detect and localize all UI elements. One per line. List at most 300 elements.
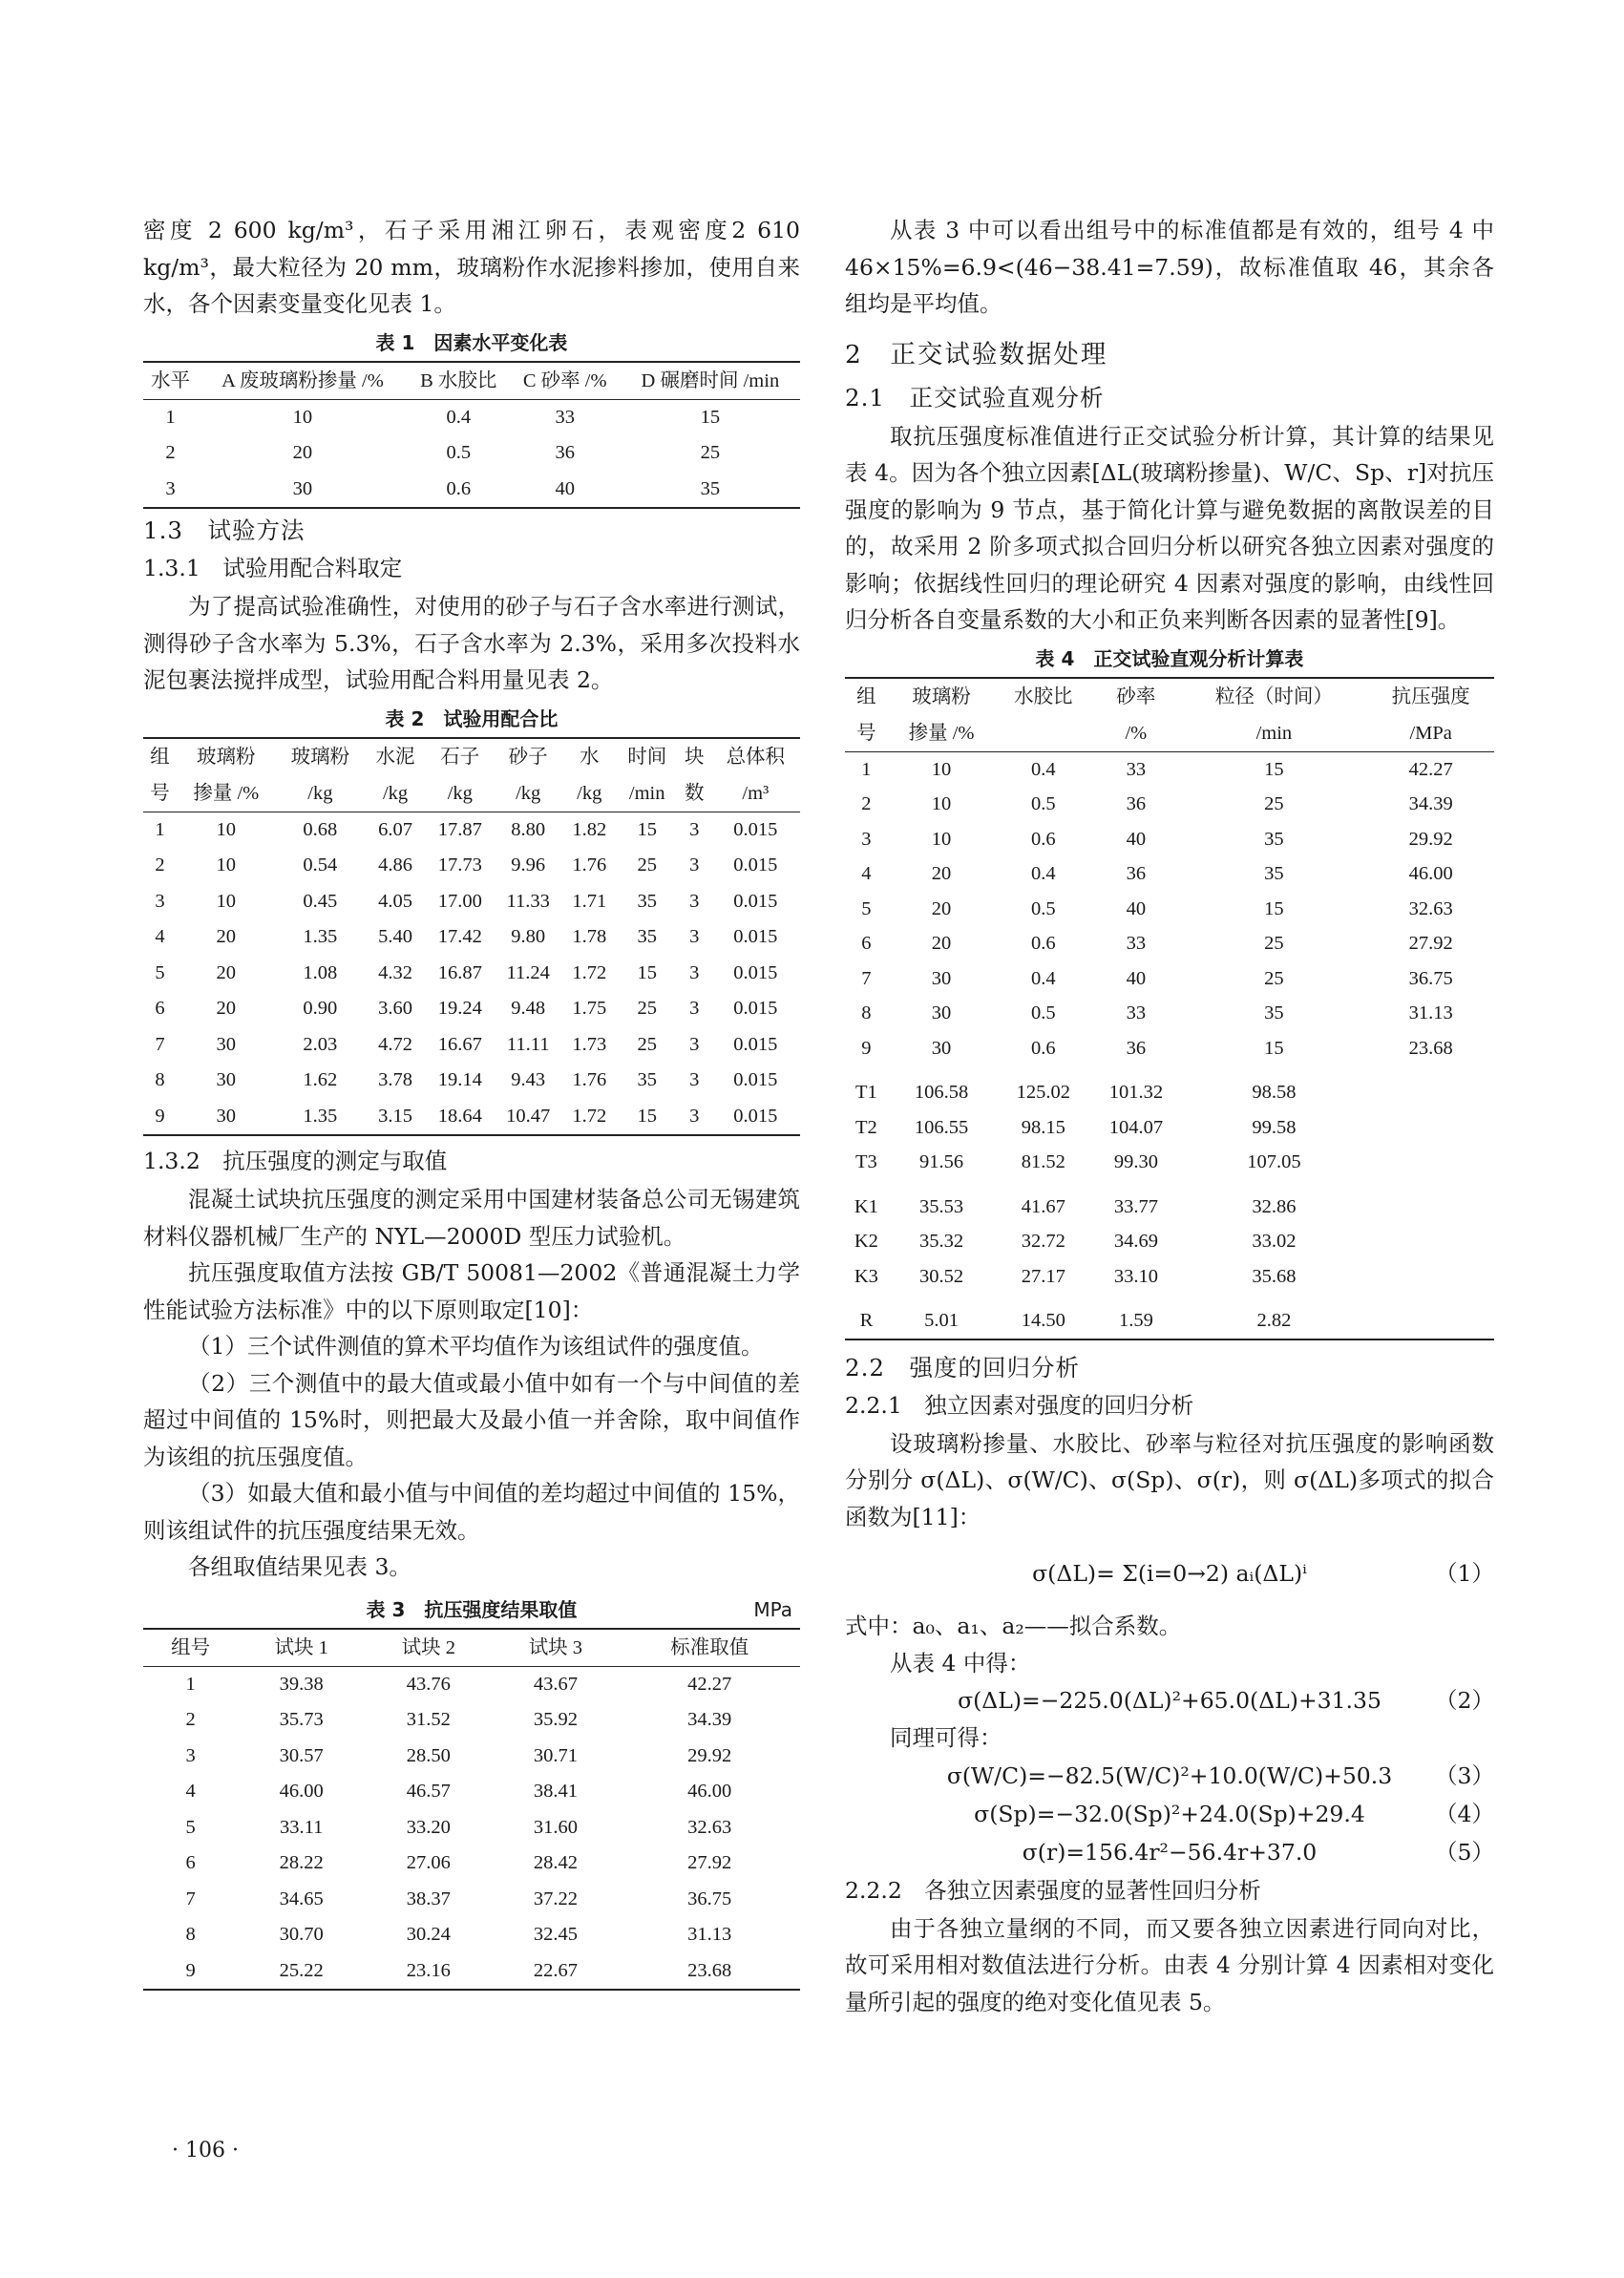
table-cell: 17.73 [437,854,482,875]
table-cell: 101.32 [1108,1082,1164,1103]
table-cell: 0.5 [1030,897,1056,919]
table-cell: R [845,1294,888,1339]
table-cell: 14.50 [995,1294,1091,1339]
equation-number: （3） [1435,1761,1494,1789]
table-cell: 99.58 [1252,1116,1297,1138]
table-cell: 1.08 [303,961,338,983]
left-column [143,212,800,1991]
table-cell: 3.78 [378,1069,412,1090]
table-header-cell: 块 [678,738,711,775]
table-header-cell: 水平 [143,362,198,400]
table-cell: 30 [198,472,408,509]
table-header-cell [995,715,1091,752]
table-cell: 36 [1126,1037,1147,1059]
paragraph: 混凝土试块抗压强度的测定采用中国建材装备总公司无锡建筑材料仪器机械厂生产的 NYL—2000D 型压力试验机。 [143,1186,800,1250]
equation-number: （5） [1435,1838,1494,1866]
table-cell: 27.92 [687,1852,732,1873]
table-row [845,1145,1494,1180]
table-caption: 表 2 试验用配合比 [385,707,559,730]
table-header-cell: 粒径（时间） [1180,678,1367,715]
table-cell: 10 [931,758,952,780]
table-cell: 0.4 [1030,967,1056,989]
table-header-cell: 号 [143,775,177,812]
paragraph: 从表 4 中得： [890,1649,1031,1677]
table-cell: 2 [861,793,872,814]
table-cell: 0.015 [733,818,778,840]
table-cell: 35.92 [533,1709,578,1730]
table-cell: 36 [1126,793,1147,814]
table-cell: 3.15 [365,1099,426,1136]
table-cell: 3 [689,1069,700,1090]
table-cell: 33 [555,406,575,428]
table-cell: T1 [855,1082,877,1103]
table-cell: 99.30 [1113,1151,1158,1172]
table-header-cell: /kg [562,775,617,812]
table-cell: 32.63 [687,1816,732,1838]
table-header-cell: 数 [678,775,711,812]
table-header-cell: /min [1180,715,1367,752]
table-row [143,956,800,992]
table-header-cell: 号 [845,715,888,752]
table-row [143,1666,800,1702]
table-cell: 33 [1126,933,1147,954]
table-cell: 4.72 [378,1033,412,1055]
table-cell: 30 [931,967,952,989]
table-header-cell: A 废玻璃粉掺量 /% [198,362,408,400]
table-cell: 35 [637,926,657,947]
table-cell: 1.78 [572,926,607,947]
table-cell: 30.71 [533,1744,578,1766]
table-row [143,1846,800,1882]
table-cell: 1 [155,818,165,840]
table-cell: 1.35 [276,1099,365,1136]
table-cell: 28.50 [406,1744,451,1766]
table-cell: 91.56 [918,1151,964,1172]
table-cell: 0.6 [1030,828,1056,850]
table-header-cell: 水泥 [365,738,426,775]
paragraph: （1）三个试件测值的算术平均值作为该组试件的强度值。 [188,1333,764,1360]
table-cell: 0.6 [1030,1037,1056,1059]
table-row [845,1259,1494,1295]
table-cell: 20 [931,863,952,884]
table-cell: K1 [854,1195,878,1217]
table-cell: 1.73 [572,1033,607,1055]
subsection-heading: 2.2.1 独立因素对强度的回归分析 [845,1391,1194,1419]
table-cell: K2 [854,1231,878,1252]
table-cell: 5 [861,897,872,919]
paragraph: 由于各独立量纲的不同，而又要各独立因素进行同向对比，故可采用相对数值法进行分析。由表 4 分别计算 4 因素相对变化量所引起的强度的绝对变化值见表 5。 [845,1914,1494,2015]
table-cell: 0.015 [733,961,778,983]
table-row [143,1702,800,1739]
table-cell: 0.4 [1030,863,1056,884]
equation-4 [845,1795,1494,1833]
table-cell: 1.59 [1091,1294,1180,1339]
table-cell: 30 [216,1069,237,1090]
subsection-heading: 1.3.2 抗压强度的测定与取值 [143,1148,448,1174]
table-cell: 25 [1264,793,1284,814]
table-cell: 41.67 [1021,1195,1065,1217]
table-row [845,1224,1494,1259]
table-row [143,1953,800,1991]
table-cell: 17.00 [437,890,482,912]
table-cell [1367,1224,1494,1259]
equation-number: （2） [1435,1687,1494,1714]
table-cell: 0.68 [303,818,338,840]
table-cell: 11.11 [506,1033,550,1055]
table-cell: 10 [931,793,952,814]
table-row [845,1110,1494,1146]
table-row [143,472,800,509]
table-cell: 8 [185,1924,196,1945]
table-cell: 27.17 [1021,1265,1065,1287]
page-number: · 106 · [172,2139,239,2162]
table-cell: 36.75 [687,1888,732,1909]
table-cell: 31.13 [687,1924,732,1945]
table-cell: 40 [1126,828,1147,850]
section-heading: 2.2 强度的回归分析 [845,1353,1080,1382]
table-cell: 46.00 [687,1781,732,1802]
table-header-cell: 玻璃粉 [177,738,276,775]
table-row [143,1027,800,1064]
table-cell: 31.60 [533,1816,578,1838]
table-cell: 1.76 [572,854,607,875]
table-cell: 35 [637,890,657,912]
table-factor-levels [143,361,800,510]
paragraph: 为了提高试验准确性，对使用的砂子与石子含水率进行测试，测得砂子含水率为 5.3%，石子含水率为 2.3%，采用多次投料水泥包裹法搅拌成型，试验用配合料用量见表 2。 [143,593,800,693]
equation-2 [845,1681,1494,1719]
table-row [845,1065,1494,1110]
table-cell: 4.86 [378,854,412,875]
table-cell: 15 [637,818,657,840]
table-cell: 3 [689,1033,700,1055]
subsection-heading: 1.3.1 试验用配合料取定 [143,555,403,581]
table-cell: 30 [931,1037,952,1059]
table-cell: 34.69 [1113,1231,1158,1252]
table-cell: 0.015 [733,998,778,1019]
paragraph: 抗压强度取值方法按 GB/T 50081—2002《普通混凝土力学性能试验方法标准》中的以下原则取定[10]： [143,1259,800,1323]
right-column [845,212,1494,2020]
table-header-cell: /min [617,775,678,812]
table-cell: 1.72 [562,1099,617,1136]
table-cell: 46.57 [406,1781,451,1802]
table-cell: 106.58 [914,1082,969,1103]
table-cell: 35 [621,472,800,509]
table-cell: 35.68 [1252,1265,1297,1287]
table-cell: 81.52 [1021,1151,1065,1172]
table-cell: 2.82 [1180,1294,1367,1339]
table-cell: 15 [1264,1037,1284,1059]
table-cell: 8 [155,1069,165,1090]
table-cell: 1.72 [572,961,607,983]
table-row [845,1180,1494,1225]
table-cell: 6 [155,998,165,1019]
table-caption-text: 表 3 抗压强度结果取值 [366,1597,578,1621]
table-cell: 0.5 [446,442,472,463]
table-cell: 5.40 [378,926,412,947]
table-cell: 3 [689,961,700,983]
table-cell: 40 [510,472,621,509]
table-cell: 30 [177,1099,276,1136]
table-row [143,1063,800,1099]
table-cell: 0.015 [711,1099,800,1136]
table-cell: 1.76 [572,1069,607,1090]
table-cell: 1.82 [572,818,607,840]
table-cell: 35.53 [918,1195,964,1217]
equation-body: σ(r)=156.4r²−56.4r+37.0 [1022,1838,1318,1866]
table-cell: 29.92 [687,1744,732,1766]
table-cell: 0.6 [1030,933,1056,954]
table-header-cell: 掺量 /% [177,775,276,812]
table-row [845,1031,1494,1066]
table-cell: 35.73 [279,1709,324,1730]
table-cell: 10 [931,828,952,850]
table-header-cell: 组号 [143,1629,238,1667]
table-row [143,884,800,920]
table-cell: 4 [185,1781,196,1802]
table-cell: 107.05 [1247,1151,1301,1172]
equation-3 [845,1757,1494,1795]
table-cell: T3 [855,1151,877,1172]
table-cell: 35 [1264,863,1284,884]
table-row [143,991,800,1027]
table-cell: 32.63 [1408,897,1453,919]
table-header-cell: 掺量 /% [888,715,995,752]
equation-body: σ(W/C)=−82.5(W/C)²+10.0(W/C)+50.3 [946,1761,1393,1789]
table-cell [1367,1294,1494,1339]
table-cell: 98.58 [1252,1082,1297,1103]
table-caption: 表 4 正交试验直观分析计算表 [1035,646,1304,670]
table-cell: 9 [143,1953,238,1991]
table-cell: 15 [617,1099,678,1136]
paragraph: 取抗压强度标准值进行正交试验分析计算，其计算的结果见表 4。因为各个独立因素[ΔL(玻璃粉掺量)、W/C、Sp、r]对抗压强度的影响为 9 节点，基于简化计算与避免数据的离散误差的目的，故采用 2 阶多项式拟合回归分析以研究各独立因素对强度的影响；依据线性回归的理论研究 4 因素对强度的影响，由线性回归分析各自变量系数的大小和正负来判断各因素的显著性[9]。 [845,422,1494,633]
table-row [845,856,1494,892]
table-cell: 3 [689,854,700,875]
table-cell: 18.64 [426,1099,494,1136]
equation-body: σ(ΔL)= Σ(i=0→2) aᵢ(ΔL)ⁱ [1032,1560,1307,1587]
table-cell: 20 [216,998,237,1019]
table-cell: 36 [555,442,575,463]
table-cell: 20 [931,933,952,954]
table-cell: 9.48 [511,998,546,1019]
table-cell: 32.72 [1021,1231,1065,1252]
table-cell: 31.52 [406,1709,451,1730]
table-cell: 30.70 [279,1924,324,1945]
table-cell: 25 [1264,967,1284,989]
table-cell: 38.37 [406,1888,451,1909]
table-cell: 11.33 [506,890,550,912]
table-cell: 8 [861,1002,872,1023]
table-cell: 2 [155,854,165,875]
equation-5 [845,1833,1494,1871]
table-cell: 20 [292,442,313,463]
table-cell: 22.67 [492,1953,619,1991]
table-row [143,1917,800,1953]
table-cell: 17.42 [437,926,482,947]
table-header-cell: 试块 2 [365,1629,492,1667]
table-cell: 35.32 [918,1231,964,1252]
table-header-cell: 砂子 [494,738,561,775]
table-unit: MPa [753,1597,792,1621]
section-heading: 2.1 正交试验直观分析 [845,383,1105,411]
table-cell: 30.57 [279,1744,324,1766]
table-cell: 5 [185,1816,196,1838]
table-cell: 10 [292,406,313,428]
equation-body: σ(ΔL)=−225.0(ΔL)²+65.0(ΔL)+31.35 [958,1687,1381,1714]
table-cell: 28.22 [279,1852,324,1873]
table-cell: 33.20 [406,1816,451,1838]
table-cell: 0.015 [733,890,778,912]
equation-body: σ(Sp)=−32.0(Sp)²+24.0(Sp)+29.4 [974,1800,1365,1827]
table-cell [1367,1259,1494,1295]
table-header-cell: 水 [562,738,617,775]
table-cell: 0.5 [1030,1002,1056,1023]
table-cell: 0.015 [733,926,778,947]
table-cell: 3.60 [378,998,412,1019]
table-cell: 0.015 [733,854,778,875]
table-cell: 125.02 [1016,1082,1070,1103]
table-cell: 19.14 [437,1069,482,1090]
paragraph: 式中：a₀、a₁、a₂——拟合系数。 [845,1613,1182,1639]
table-cell: 2 [165,442,176,463]
table-cell: 25 [637,854,657,875]
table-row [845,1294,1494,1339]
table-cell: 4 [861,863,872,884]
table-cell: 16.87 [437,961,482,983]
table-row [845,822,1494,857]
table-row [143,1099,800,1136]
table-cell: 25 [637,1033,657,1055]
table-header-cell: 总体积 [711,738,800,775]
table-cell: 9.43 [511,1069,546,1090]
table-cell: 30 [931,1002,952,1023]
table-cell: 10 [216,854,237,875]
table-cell: 1.75 [572,998,607,1019]
equation-1 [845,1541,1494,1608]
table-header-cell: B 水胶比 [408,362,510,400]
table-cell: 28.42 [533,1852,578,1873]
table-cell: 32.86 [1252,1195,1297,1217]
paragraph: 密度 2 600 kg/m³，石子采用湘江卵石，表观密度2 610 kg/m³，最大粒径为 20 mm，玻璃粉作水泥掺料掺加，使用自来水，各个因素变量变化见表 1。 [143,217,800,317]
table-cell: 1 [165,406,176,428]
table-cell: 15 [637,961,657,983]
table-cell: 9 [861,1037,872,1059]
table-cell: 35 [637,1069,657,1090]
table-cell: 34.39 [687,1709,732,1730]
paragraph: 各组取值结果见表 3。 [188,1553,411,1580]
table-cell [1367,1145,1494,1180]
table-cell: 33.10 [1113,1265,1158,1287]
table-caption: 表 1 因素水平变化表 [375,330,568,354]
paragraph: （2）三个测值中的最大值或最小值中如有一个与中间值的差超过中间值的 15%时，则把最大及最小值一并舍除，取中间值作为该组的抗压强度值。 [143,1369,800,1470]
table-header-cell: 抗压强度 [1367,678,1494,715]
table-cell: 3 [861,828,872,850]
table-cell: 36.75 [1408,967,1453,989]
table-cell: 1.62 [303,1069,338,1090]
table-cell: 46.00 [1408,863,1453,884]
table-cell: 6 [185,1852,196,1873]
table-cell: 33.11 [280,1816,324,1838]
table-cell: 20 [931,897,952,919]
table-cell: 42.27 [687,1673,732,1695]
table-cell: 1 [861,758,872,780]
table-cell: 2.03 [303,1033,338,1055]
table-cell: 30.24 [406,1924,451,1945]
table-cell: 104.07 [1108,1116,1164,1138]
table-cell [1367,1180,1494,1225]
table-cell: 3 [143,472,198,509]
table-cell: K3 [854,1265,878,1287]
table-cell: 16.67 [437,1033,482,1055]
table-cell: 31.13 [1408,1002,1453,1023]
table-header-cell: /kg [494,775,561,812]
table-cell: 35 [1264,828,1284,850]
table-header-cell: /kg [365,775,426,812]
table-row [143,1882,800,1918]
paragraph: 设玻璃粉掺量、水胶比、砂率与粒径对抗压强度的影响函数分别分 σ(ΔL)、σ(W/C)、σ(Sp)、σ(r)，则 σ(ΔL)多项式的拟合函数为[11]： [845,1429,1494,1530]
table-cell: 3 [689,926,700,947]
subsection-heading: 2.2.2 各独立因素强度的显著性回归分析 [845,1876,1261,1904]
table-cell: 33.02 [1252,1231,1297,1252]
table-row [845,996,1494,1031]
table-cell: 4 [155,926,165,947]
table-row [845,961,1494,997]
table-row [845,926,1494,961]
table-cell: 10 [216,818,237,840]
paragraph: （3）如最大值和最小值与中间值的差均超过中间值的 15%，则该组试件的抗压强度结果无效。 [143,1480,800,1544]
table-cell: 42.27 [1408,758,1453,780]
paragraph: 从表 3 中可以看出组号中的标准值都是有效的，组号 4 中 46×15%=6.9<(46−38.41=7.59)，故标准值取 46，其余各组均是平均值。 [845,217,1494,317]
table-row [845,751,1494,787]
table-cell: 43.76 [406,1673,451,1695]
table-cell: 40 [1126,967,1147,989]
table-header-cell: 砂率 [1091,678,1180,715]
table-cell: 34.39 [1408,793,1453,814]
table-row [143,435,800,472]
table-cell: 10.47 [494,1099,561,1136]
table-cell: 36 [1126,863,1147,884]
table-header-cell: 标准取值 [619,1629,800,1667]
table-cell: 7 [155,1033,165,1055]
equation-number: （1） [1435,1560,1494,1587]
table-cell: 0.015 [733,1033,778,1055]
table-cell: 38.41 [533,1781,578,1802]
table-cell: 7 [861,967,872,989]
table-cell: 4.32 [378,961,412,983]
table-cell: 3 [689,998,700,1019]
table-cell: 9.96 [511,854,546,875]
table-strength-results [143,1628,800,1992]
table-cell: 0.45 [303,890,338,912]
table-header-cell: /% [1091,715,1180,752]
table-row [845,892,1494,927]
table-header-cell: 试块 3 [492,1629,619,1667]
table-cell: 25 [1264,933,1284,954]
table-cell [1367,1065,1494,1110]
table-row [143,848,800,884]
table-cell: 1.35 [303,926,338,947]
table-cell: 3 [689,890,700,912]
table-cell: 43.67 [533,1673,578,1695]
table-cell: 3 [689,818,700,840]
table-cell: 33 [1126,1002,1147,1023]
table-cell: 0.4 [1030,758,1056,780]
table-cell: 19.24 [437,998,482,1019]
table-header-cell: 组 [143,738,177,775]
table-cell: 25 [700,442,721,463]
section-heading: 1.3 试验方法 [143,517,306,544]
table-row [143,812,800,848]
table-cell: T2 [855,1116,877,1138]
